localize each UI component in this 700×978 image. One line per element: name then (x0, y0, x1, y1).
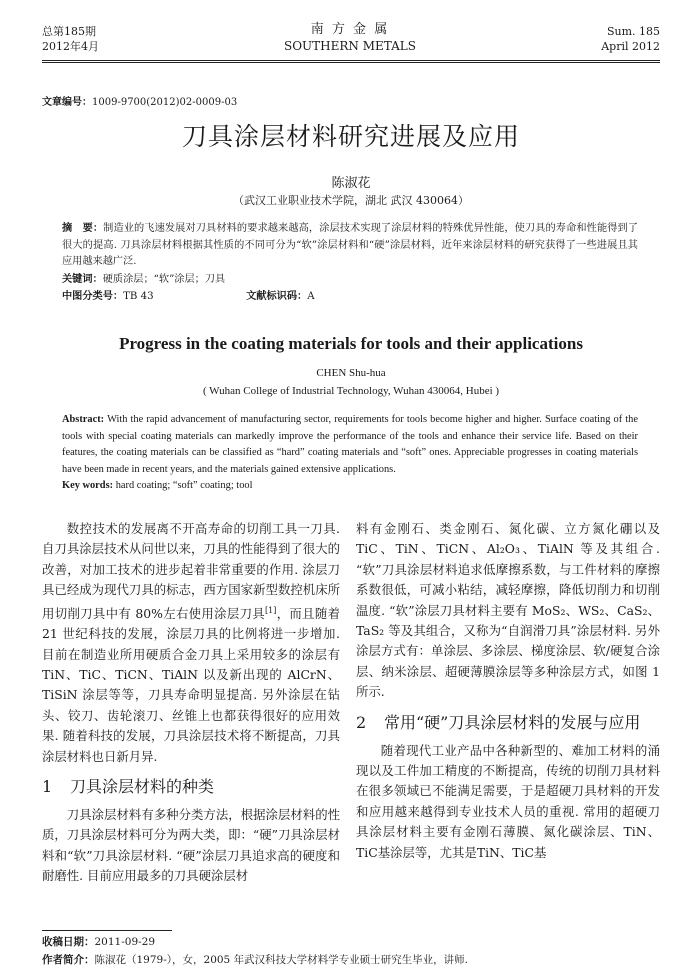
header-issue-en: Sum. 185 (606, 25, 660, 38)
title-en: Progress in the coating materials for tools and their applications (119, 334, 583, 353)
footnote-rule (42, 930, 172, 931)
article-number-value: 1009-9700(2012)02-0009-03 (92, 97, 238, 108)
abstract-en-body (62, 412, 638, 478)
affiliation-en: ( Wuhan College of Industrial Technology, Wuhan 430064, Hubei ) (202, 385, 500, 397)
section-1-heading (42, 775, 340, 799)
body-column-right (356, 519, 660, 863)
section-2-heading (356, 711, 660, 735)
journal-name-en: SOUTHERN METALS (284, 39, 416, 53)
section-1-paragraph: 刀具涂层材料有多种分类方法，根据涂层材料的性质，刀具涂层材料可分为两大类，即：“硬”刀具涂层材料和“软”刀具涂层材料. “硬”涂层刀具追求高的硬度和耐磨性. 目前应用最多的刀具硬涂层材 (42, 807, 340, 884)
keywords-en-value: hard coating; “soft” coating; tool (115, 480, 253, 491)
abstract-cn-body (62, 220, 638, 271)
section-1-continued: 料有金刚石、类金刚石、氮化碳、立方氮化硼以及 TiC、TiN、TiCN、Al₂O₃、TiAlN 等及其组合. “软”刀具涂层材料追求低摩擦系数，与工件材料的摩擦系数很低，可减小粘结，减轻摩擦，降低切削力和切削温度. “软”涂层刀具材料主要有 MoS₂、WS₂、CaS₂、TaS₂ 等及其组合，又称为“自润滑刀具”涂层材料. 另外涂层方式有：单涂层、多涂层、梯度涂层、软/硬复合涂层、纳米涂层、超硬薄膜涂层等多种涂层方式，如图 1 所示. (356, 521, 660, 700)
header-rule-thin (42, 62, 660, 63)
article-number (42, 93, 237, 108)
article-number-label: 文章编号： (42, 97, 92, 108)
section-1-number: 1 (42, 777, 53, 796)
doc-code-label: 文献标识码： (246, 290, 308, 302)
affiliation-cn: （武汉工业职业技术学院，湖北 武汉 430064） (233, 194, 469, 207)
header-issue-block (42, 24, 99, 54)
body-column-left (42, 519, 340, 887)
abstract-cn-label: 摘 要： (62, 222, 104, 234)
section-2-paragraph: 随着现代工业产品中各种新型的、难加工材料的涌现以及工件加工精度的不断提高，传统的切削刀具材料在很多领域已不能满足需要，于是超硬刀具材料的开发和应用越来越得到专业技术人员的重视. 常用的超硬刀具涂层材料主要有金刚石薄膜、氮化碳涂层、TiN、TiC基涂层等，尤其是TiN、TiC基 (356, 742, 660, 860)
citation-ref-1: [1] (265, 605, 277, 615)
received-date: 2011-09-29 (94, 936, 156, 948)
keywords-en-label: Key words: (62, 480, 114, 491)
journal-name-cn: 南 方 金 属 (310, 22, 390, 37)
author-en: CHEN Shu-hua (316, 367, 386, 379)
abstract-cn (62, 220, 638, 306)
intro-paragraph (42, 519, 340, 767)
footnote-received (42, 934, 155, 950)
keywords-cn (62, 271, 638, 289)
header-date-cn: 2012年4月 (42, 40, 99, 53)
doc-code-value: A (307, 291, 315, 302)
section-2-title: 常用“硬”刀具涂层材料的发展与应用 (384, 712, 641, 732)
section-1-title: 刀具涂层材料的种类 (70, 777, 215, 796)
abstract-en-label: Abstract: (62, 414, 105, 425)
abstract-en-text: With the rapid advancement of manufacturing sector, requirements for tools become higher and higher. Surface coating of the tools with special coating materials can markedly improve the performance of the tools and enhance their service life. Based on their features, the coating materials can be classified as “hard” coating materials and “soft” ones. Appreciable progresses in coating materials have been made in recent years, and the materials gained extensive applications. (62, 414, 638, 475)
abstract-cn-text: 制造业的飞速发展对刀具材料的要求越来越高，涂层技术实现了涂层材料的特殊优异性能，使刀具的寿命和性能得到了很大的提高. 刀具涂层材料根据其性质的不同可分为“软”涂层材料和“硬”涂层材料，近年来涂层材料的研究获得了一些进展且其应用越来越广泛. (62, 223, 639, 267)
received-label: 收稿日期： (42, 936, 95, 948)
keywords-en (62, 478, 638, 495)
section-2-number: 2 (356, 712, 367, 732)
clc-value: TB 43 (123, 291, 154, 302)
clc-label: 中图分类号： (62, 290, 124, 302)
keywords-cn-label: 关键词： (62, 272, 103, 285)
intro-text-b: ，而且随着 21 世纪科技的发展，涂层刀具的比例将进一步增加. 目前在制造业所用硬质合金刀具上采用较多的涂层有 TiN、TiC、TiCN、TiAlN 以及新出现的 AlCrN、TiSiN 涂层等等，刀具寿命明显提高. 另外涂层在钻头、铰刀、齿轮滚刀、丝锥上也都获得很好的应用效果. 随着科技的发展，刀具涂层技术将不断提高，刀具涂层材料也日新月异. (42, 605, 341, 764)
header-rule (42, 60, 660, 61)
title-cn: 刀具涂层材料研究进展及应用 (181, 122, 520, 151)
author-cn: 陈淑花 (331, 176, 371, 191)
keywords-cn-value: 硬质涂层；“软”涂层；刀具 (102, 273, 226, 285)
header-date-en: April 2012 (601, 40, 660, 53)
classification-line (62, 288, 638, 306)
abstract-en (62, 412, 638, 495)
header-journal-block (230, 22, 470, 54)
header-issue-en-block (560, 24, 660, 54)
header-issue-cn: 总第185期 (42, 25, 96, 38)
bio-label: 作者简介： (42, 954, 95, 966)
intro-text-a: 数控技术的发展离不开高寿命的切削工具一刀具. 自刀具涂层技术从问世以来，刀具的性能得到了很大的改善，对加工技术的进步起着非常重要的作用. 涂层刀具已经成为现代刀具的标志，西方国家新型数控机床所用切削刀具中有 80%左右使用涂层刀具 (42, 521, 340, 621)
bio-text: 陈淑花（1979-），女，2005 年武汉科技大学材料学专业硕士研究生毕业，讲师. (94, 954, 468, 966)
footnote-author-bio (42, 952, 468, 968)
